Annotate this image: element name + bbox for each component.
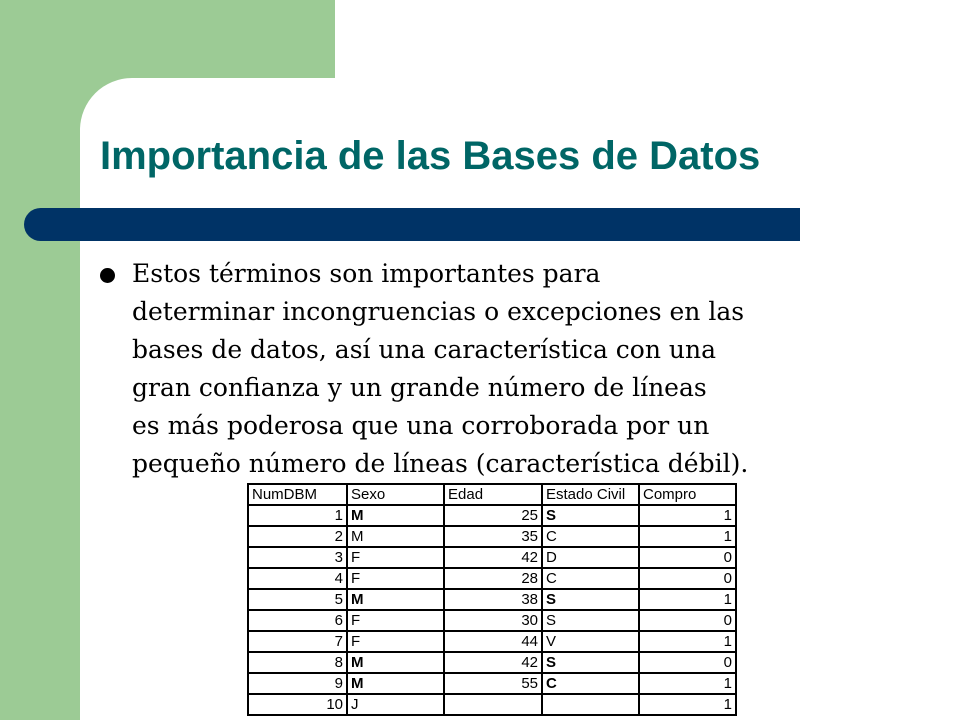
column-header-compro: Compro <box>639 484 736 505</box>
cell-estado-civil: C <box>542 526 639 547</box>
cell-estado-civil: S <box>542 610 639 631</box>
cell-estado-civil: D <box>542 547 639 568</box>
cell-numdbm: 2 <box>248 526 347 547</box>
cell-sexo: M <box>347 526 444 547</box>
table-row <box>248 610 736 631</box>
cell-numdbm: 7 <box>248 631 347 652</box>
cell-edad <box>444 694 542 715</box>
cell-compro: 1 <box>639 505 736 526</box>
cell-edad: 28 <box>444 568 542 589</box>
cell-compro: 0 <box>639 568 736 589</box>
cell-compro: 1 <box>639 526 736 547</box>
table-row <box>248 694 736 715</box>
bullet-line: es más poderosa que una corroborada por un <box>132 411 710 440</box>
cell-edad: 25 <box>444 505 542 526</box>
cell-edad: 42 <box>444 652 542 673</box>
data-table <box>247 483 737 716</box>
bullet-text <box>132 255 902 483</box>
cell-sexo: F <box>347 631 444 652</box>
cell-edad: 55 <box>444 673 542 694</box>
table-row <box>248 526 736 547</box>
cell-estado-civil: V <box>542 631 639 652</box>
cell-sexo: F <box>347 568 444 589</box>
cell-estado-civil <box>542 694 639 715</box>
bullet-line: bases de datos, así una característica con una <box>132 335 716 364</box>
cell-compro: 0 <box>639 547 736 568</box>
table-row <box>248 505 736 526</box>
table-body <box>248 505 736 715</box>
cell-edad: 38 <box>444 589 542 610</box>
bullet-line: Estos términos son importantes para <box>132 259 601 288</box>
cell-estado-civil: S <box>542 652 639 673</box>
cell-compro: 0 <box>639 652 736 673</box>
cell-estado-civil: C <box>542 673 639 694</box>
cell-edad: 44 <box>444 631 542 652</box>
cell-edad: 42 <box>444 547 542 568</box>
table-row <box>248 631 736 652</box>
cell-numdbm: 5 <box>248 589 347 610</box>
cell-compro: 1 <box>639 589 736 610</box>
cell-sexo: M <box>347 589 444 610</box>
cell-numdbm: 1 <box>248 505 347 526</box>
cell-sexo: F <box>347 610 444 631</box>
cell-sexo: F <box>347 547 444 568</box>
cell-edad: 30 <box>444 610 542 631</box>
cell-numdbm: 3 <box>248 547 347 568</box>
cell-sexo: J <box>347 694 444 715</box>
cell-estado-civil: C <box>542 568 639 589</box>
cell-numdbm: 9 <box>248 673 347 694</box>
cell-sexo: M <box>347 673 444 694</box>
table-row <box>248 589 736 610</box>
bullet-icon <box>100 268 115 283</box>
column-header-estado-civil: Estado Civil <box>542 484 639 505</box>
table-row <box>248 568 736 589</box>
title-underline-bar <box>24 208 800 241</box>
cell-numdbm: 8 <box>248 652 347 673</box>
column-header-numdbm: NumDBM <box>248 484 347 505</box>
column-header-edad: Edad <box>444 484 542 505</box>
cell-compro: 1 <box>639 694 736 715</box>
bullet-line: determinar incongruencias o excepciones en las <box>132 297 745 326</box>
table-row <box>248 547 736 568</box>
table-row <box>248 652 736 673</box>
slide-title: Importancia de las Bases de Datos <box>100 134 761 178</box>
cell-numdbm: 10 <box>248 694 347 715</box>
column-header-sexo: Sexo <box>347 484 444 505</box>
cell-sexo: M <box>347 505 444 526</box>
cell-estado-civil: S <box>542 505 639 526</box>
cell-estado-civil: S <box>542 589 639 610</box>
cell-sexo: M <box>347 652 444 673</box>
cell-edad: 35 <box>444 526 542 547</box>
cell-compro: 0 <box>639 610 736 631</box>
table-row <box>248 673 736 694</box>
cell-compro: 1 <box>639 631 736 652</box>
cell-numdbm: 6 <box>248 610 347 631</box>
cell-numdbm: 4 <box>248 568 347 589</box>
bullet-line: gran confianza y un grande número de líneas <box>132 373 707 402</box>
bullet-line: pequeño número de líneas (característica débil). <box>132 449 749 478</box>
table-header-row <box>248 484 736 505</box>
cell-compro: 1 <box>639 673 736 694</box>
